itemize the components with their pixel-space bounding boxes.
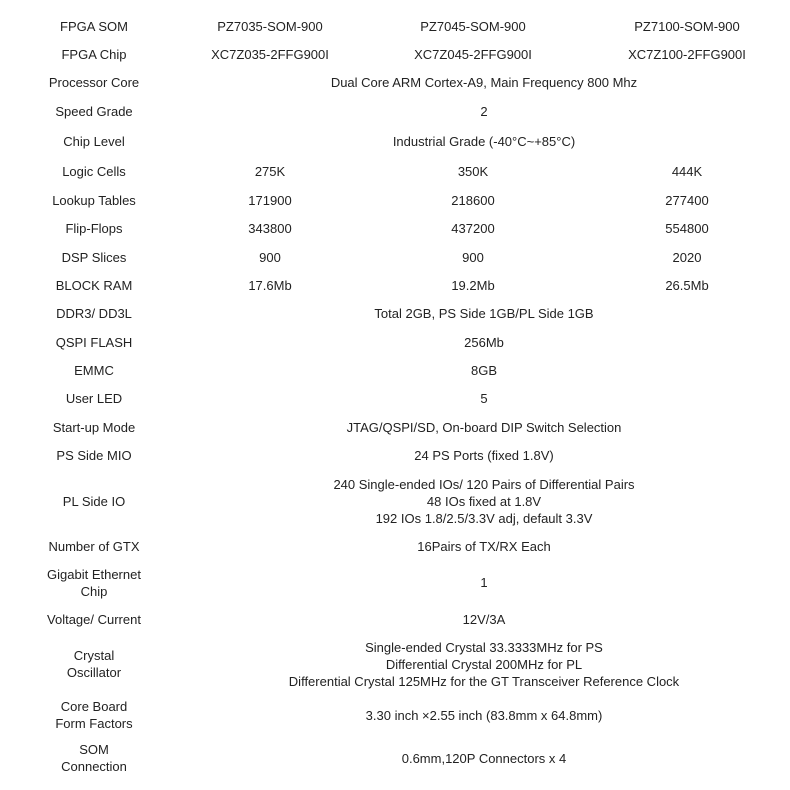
spec-label: EMMC: [74, 362, 114, 378]
spec-value-span: 3.30 inch ×2.55 inch (83.8mm x 64.8mm): [365, 707, 603, 723]
spec-row: [4, 634, 784, 694]
spec-value-span: 5: [480, 391, 488, 406]
spec-value-2: 437200: [451, 221, 495, 236]
spec-value-span: 256Mb: [464, 334, 504, 350]
spec-value-span: 8GB: [470, 362, 497, 378]
spec-row: [4, 736, 784, 780]
spec-value-1: XC7Z035-2FFG900I: [211, 46, 329, 62]
spec-label: FPGA SOM: [60, 18, 128, 34]
spec-label: BLOCK RAM: [55, 277, 133, 293]
spec-value-3: 26.5Mb: [665, 277, 709, 293]
spec-value-span: Dual Core ARM Cortex-A9, Main Frequency 800 Mhz: [330, 75, 638, 90]
spec-row: [4, 356, 784, 384]
spec-label: PS Side MIO: [56, 448, 132, 463]
spec-label: Crystal Oscillator: [66, 648, 122, 680]
spec-value-2: 900: [462, 249, 484, 265]
spec-value-1: 343800: [248, 221, 292, 236]
spec-value-span: Industrial Grade (-40°C~+85°C): [392, 133, 576, 149]
spec-row: [4, 186, 784, 214]
spec-row: [4, 561, 784, 604]
spec-label: Processor Core: [48, 75, 140, 90]
spec-label: User LED: [65, 391, 123, 406]
spec-value-span: 24 PS Ports (fixed 1.8V): [414, 448, 554, 463]
spec-row: [4, 384, 784, 413]
spec-row: [4, 243, 784, 271]
spec-value-1: 900: [259, 249, 281, 265]
spec-value-span: 0.6mm,120P Connectors x 4: [401, 750, 567, 766]
spec-value-span: Total 2GB, PS Side 1GB/PL Side 1GB: [374, 306, 594, 321]
spec-label: SOM Connection: [61, 742, 127, 774]
spec-value-span: 1: [480, 575, 488, 590]
spec-value-span: 2: [480, 103, 488, 119]
spec-row: [4, 12, 784, 40]
spec-row: [4, 157, 784, 186]
spec-label: Logic Cells: [62, 164, 126, 179]
spec-value-span: 12V/3A: [462, 611, 506, 627]
spec-value-3: 277400: [665, 192, 709, 208]
spec-label: Flip-Flops: [65, 221, 123, 236]
spec-row: [4, 40, 784, 68]
spec-value-1: 171900: [248, 192, 292, 208]
spec-label: Core Board Form Factors: [55, 699, 133, 731]
spec-row: [4, 299, 784, 328]
spec-table-body: [4, 12, 784, 780]
spec-row: [4, 68, 784, 97]
spec-row: [4, 97, 784, 125]
spec-label: QSPI FLASH: [55, 334, 133, 350]
spec-row: [4, 604, 784, 634]
spec-value-span: Single-ended Crystal 33.3333MHz for PS Differential Crystal 200MHz for PL Differential Crystal 125MHz for the GT Transceiver Reference Clock: [288, 639, 680, 689]
spec-value-3: XC7Z100-2FFG900I: [628, 46, 746, 62]
spec-label: DDR3/ DD3L: [56, 306, 132, 321]
spec-value-2: 19.2Mb: [451, 277, 495, 293]
spec-label: Speed Grade: [55, 103, 133, 119]
spec-label: Number of GTX: [48, 539, 140, 554]
spec-label: Chip Level: [63, 133, 125, 149]
spec-value-2: PZ7045-SOM-900: [420, 18, 526, 34]
spec-row: [4, 214, 784, 243]
spec-value-span: 240 Single-ended IOs/ 120 Pairs of Differential Pairs 48 IOs fixed at 1.8V 192 IOs 1.8/2.5/3.3V adj, default 3.3V: [333, 476, 635, 526]
spec-label: Lookup Tables: [52, 192, 136, 208]
spec-value-1: PZ7035-SOM-900: [217, 18, 323, 34]
spec-value-2: XC7Z045-2FFG900I: [414, 46, 532, 62]
spec-row: [4, 125, 784, 157]
spec-table: [4, 12, 784, 780]
spec-row: [4, 328, 784, 356]
spec-row: [4, 470, 784, 532]
spec-value-span: 16Pairs of TX/RX Each: [417, 539, 551, 554]
spec-label: Voltage/ Current: [47, 611, 141, 627]
spec-label: PL Side IO: [62, 493, 126, 509]
spec-row: [4, 532, 784, 561]
spec-label: DSP Slices: [61, 249, 127, 265]
spec-row: [4, 271, 784, 299]
spec-row: [4, 413, 784, 441]
spec-value-1: 17.6Mb: [248, 277, 292, 293]
spec-value-3: 2020: [672, 249, 702, 265]
spec-value-1: 275K: [254, 164, 286, 179]
spec-value-span: JTAG/QSPI/SD, On-board DIP Switch Selection: [346, 419, 622, 435]
spec-value-3: 444K: [671, 164, 703, 179]
spec-label: Gigabit Ethernet Chip: [47, 566, 141, 599]
spec-label: Start-up Mode: [52, 419, 136, 435]
spec-label: FPGA Chip: [61, 46, 127, 62]
spec-value-3: 554800: [665, 221, 709, 236]
spec-value-3: PZ7100-SOM-900: [634, 18, 740, 34]
spec-value-2: 218600: [451, 192, 495, 208]
spec-row: [4, 441, 784, 470]
spec-row: [4, 694, 784, 736]
spec-value-2: 350K: [457, 164, 489, 179]
